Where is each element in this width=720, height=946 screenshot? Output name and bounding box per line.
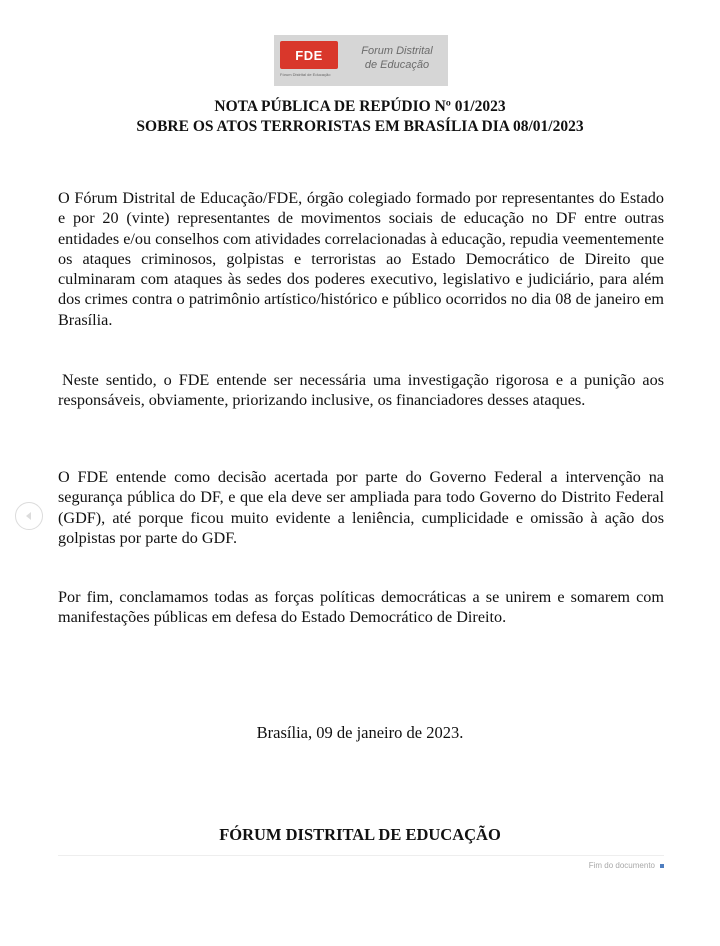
logo-text — [350, 44, 444, 72]
signature: FÓRUM DISTRITAL DE EDUCAÇÃO — [219, 825, 501, 844]
logo-text-line2: de Educação — [364, 59, 430, 71]
logo-badge-subtext: Fórum Distrital de Educação — [280, 72, 331, 77]
page-title: NOTA PÚBLICA DE REPÚDIO Nº 01/2023 — [214, 98, 506, 115]
date-line: Brasília, 09 de janeiro de 2023. — [256, 723, 464, 742]
paragraph-1: O Fórum Distrital de Educação/FDE, órgão colegiado formado por representantes do Estado e por 20 (vinte) representantes de movimentos sociais de educação no DF entre outras entidades e/ou conselhos com atividades correlacionadas à educação, repudia veementemente os ataques criminosos, golpistas e terroristas ao Estado Democrático de Direito que culminaram com ataques às sedes dos poderes executivo, legislativo e judiciário, para além dos crimes contra o patrimônio artístico/histórico e público ocorridos no dia 08 de janeiro em Brasília. — [58, 189, 664, 329]
chevron-left-icon — [24, 511, 34, 521]
end-of-document-label: Fim do documento — [588, 861, 655, 870]
fde-logo — [274, 35, 448, 86]
logo-text-line1: Forum Distrital — [361, 45, 433, 57]
footer-divider — [58, 855, 664, 856]
previous-page-button[interactable] — [15, 502, 43, 530]
logo-badge: FDE — [280, 41, 338, 69]
page-subtitle: SOBRE OS ATOS TERRORISTAS EM BRASÍLIA DIA 08/01/2023 — [136, 118, 584, 135]
paragraph-2: Neste sentido, o FDE entende ser necessária uma investigação rigorosa e a punição aos responsáveis, obviamente, priorizando inclusive, os financiadores desses ataques. — [58, 371, 664, 410]
end-of-document — [589, 861, 664, 870]
paragraph-3: O FDE entende como decisão acertada por parte do Governo Federal a intervenção na segurança pública do DF, e que ela deve ser ampliada para todo Governo do Distrito Federal (GDF), até porque ficou muito evidente a leniência, cumplicidade e omissão à ação dos golpistas por parte do GDF. — [58, 468, 664, 547]
paragraph-4: Por fim, conclamamos todas as forças políticas democráticas a se unirem e somarem com manifestações públicas em defesa do Estado Democrático de Direito. — [58, 588, 664, 627]
square-icon — [660, 864, 664, 868]
